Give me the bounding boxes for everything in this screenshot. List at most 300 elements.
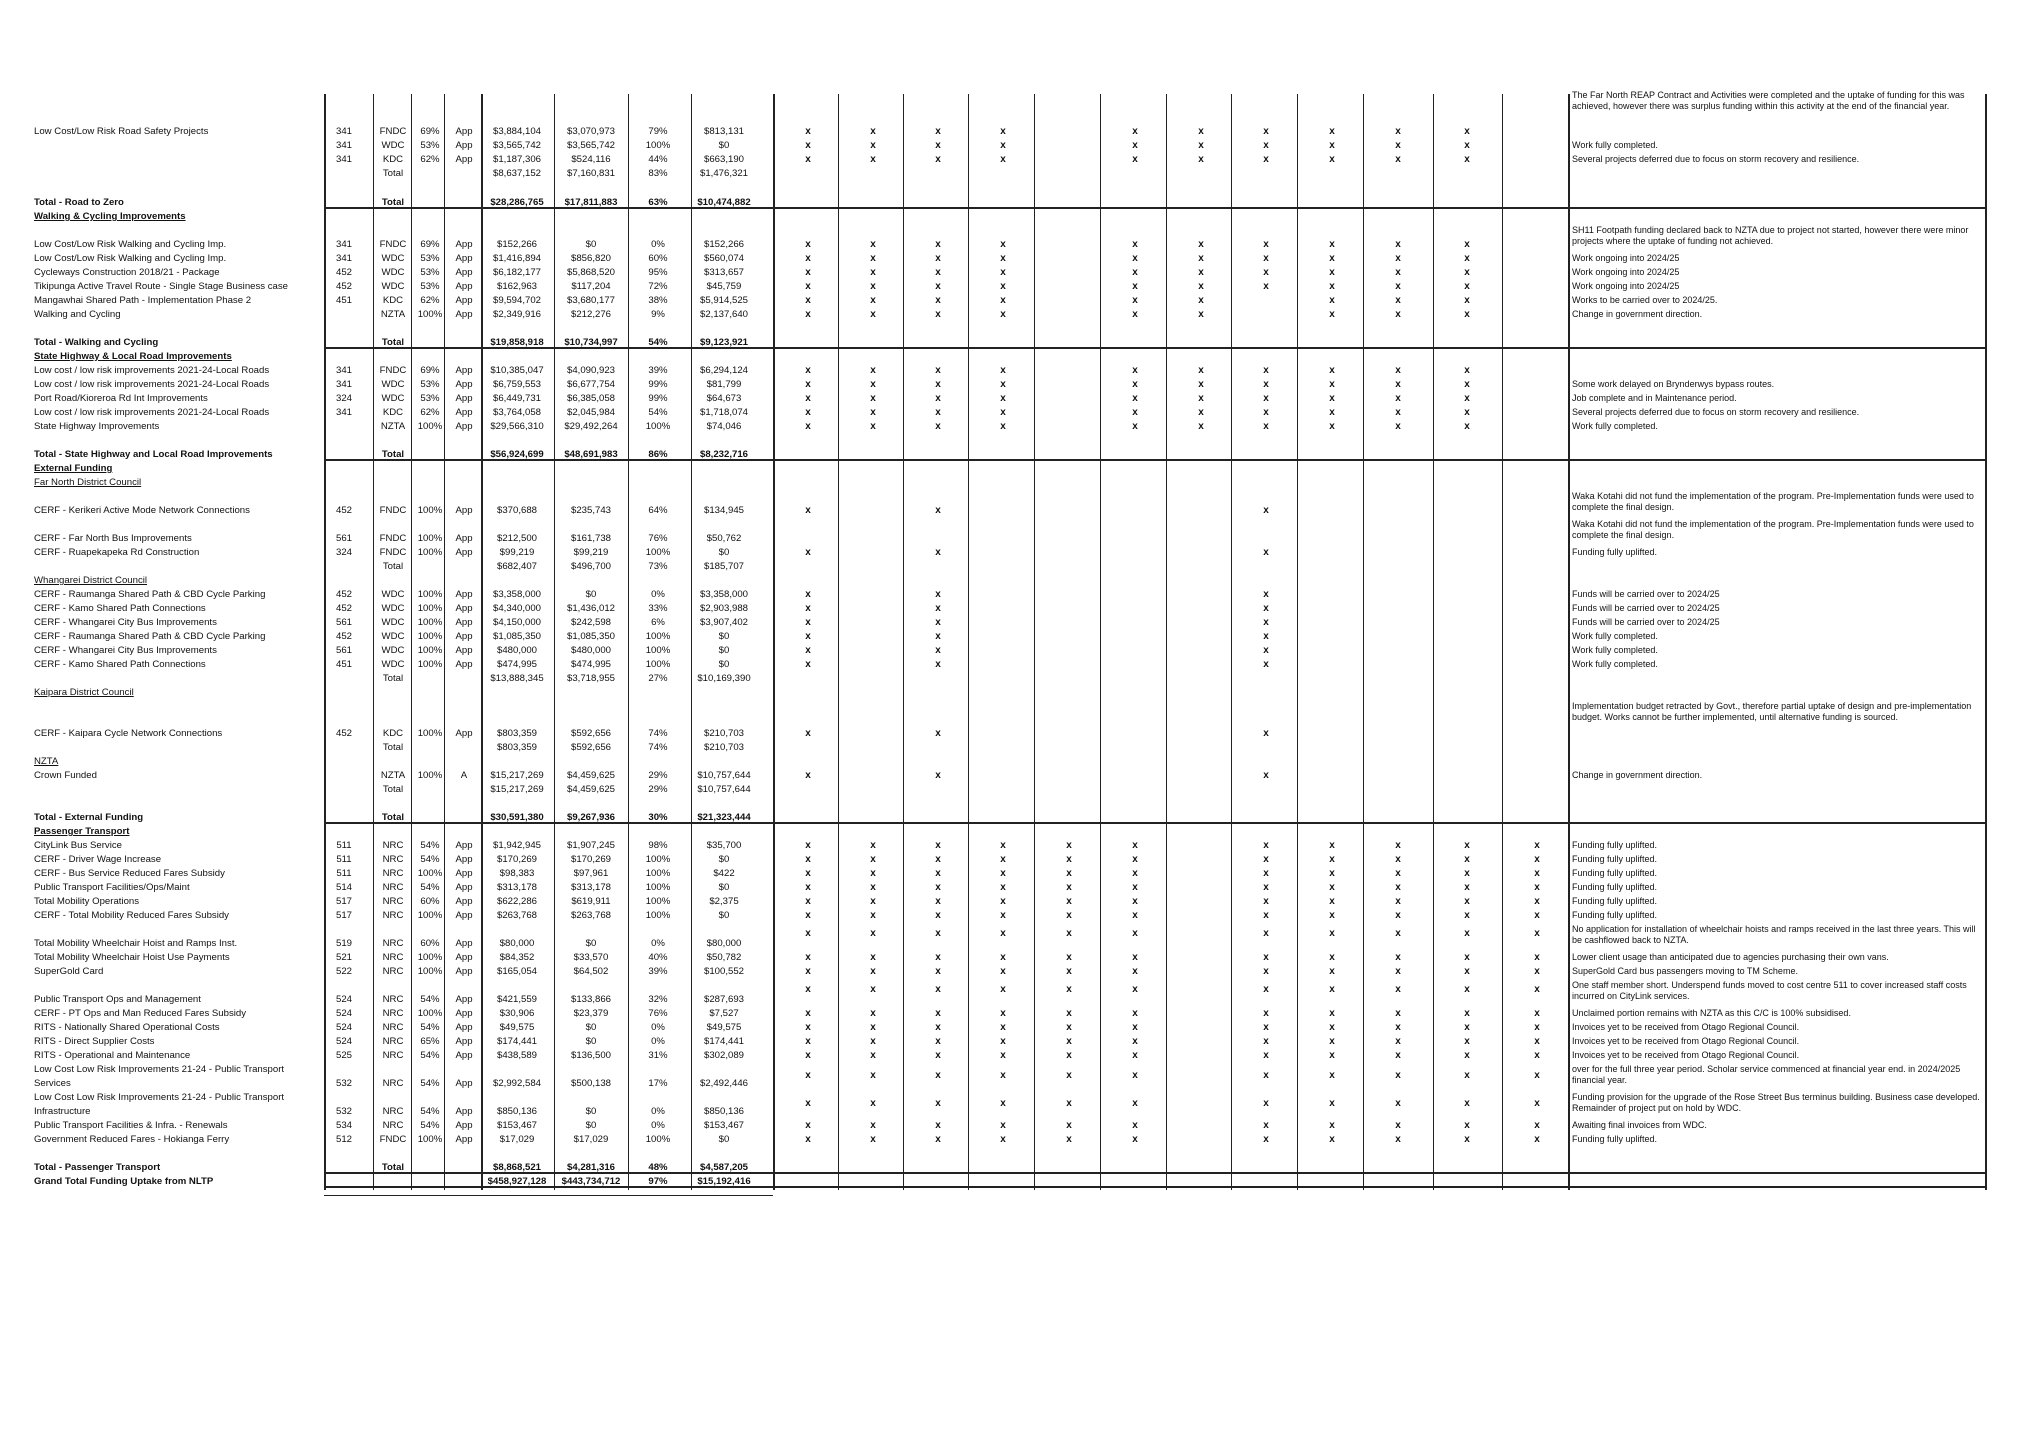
cell-org: NZTA: [380, 309, 406, 320]
x-mark: x: [1000, 421, 1006, 432]
x-mark: x: [1066, 896, 1072, 907]
x-mark: x: [805, 1070, 811, 1081]
cell-org: WDC: [381, 253, 405, 264]
cell-pct: 39%: [648, 966, 668, 977]
x-mark: x: [1464, 882, 1470, 893]
cell-v2: $1,085,350: [566, 631, 615, 642]
cell-v2: $3,070,973: [566, 126, 615, 137]
x-mark: x: [935, 547, 941, 558]
x-mark: x: [935, 140, 941, 151]
cell-rem: $50,762: [706, 533, 742, 544]
x-mark: x: [1395, 984, 1401, 995]
cell-rem: $1,718,074: [699, 407, 748, 418]
cell-far: 100%: [417, 603, 443, 614]
cell-v1: $2,349,916: [492, 309, 541, 320]
cell-rem: $152,266: [703, 239, 744, 250]
row-name: Total - Road to Zero: [34, 197, 124, 208]
x-mark: x: [1464, 952, 1470, 963]
cell-rem: $0: [718, 882, 730, 893]
cell-st: App: [455, 365, 473, 376]
x-mark: x: [1395, 154, 1401, 165]
cell-v1: $682,407: [496, 561, 537, 572]
cell-st: App: [455, 393, 473, 404]
x-mark: x: [870, 1134, 876, 1145]
cell-rem: $134,945: [703, 505, 744, 516]
x-mark: x: [1464, 140, 1470, 151]
cell-ac: 341: [335, 126, 352, 137]
cell-pct: 29%: [648, 784, 668, 795]
cell-ac: 521: [335, 952, 352, 963]
x-mark: x: [935, 645, 941, 656]
x-mark: x: [1132, 281, 1138, 292]
x-mark: x: [805, 645, 811, 656]
cell-st: App: [455, 645, 473, 656]
x-mark: x: [1198, 281, 1204, 292]
cell-ac: 452: [335, 281, 352, 292]
x-mark: x: [1132, 928, 1138, 939]
x-mark: x: [1132, 840, 1138, 851]
x-mark: x: [1534, 1008, 1540, 1019]
cell-org: Total: [381, 812, 405, 823]
cell-v1: $1,416,894: [492, 253, 541, 264]
cell-ac: 522: [335, 966, 352, 977]
cell-pct: 29%: [648, 770, 668, 781]
cell-pct: 100%: [645, 882, 671, 893]
row-comment: Funds will be carried over to 2024/25: [1572, 603, 1720, 613]
cell-v2: $500,138: [570, 1078, 611, 1089]
cell-rem: $35,700: [706, 840, 742, 851]
x-mark: x: [1263, 379, 1269, 390]
cell-rem: $210,703: [703, 728, 744, 739]
x-mark: x: [935, 295, 941, 306]
x-mark: x: [870, 984, 876, 995]
x-mark: x: [1000, 295, 1006, 306]
x-mark: x: [1263, 589, 1269, 600]
row-name: Total Mobility Wheelchair Hoist Use Payments: [34, 952, 230, 963]
cell-v2: $619,911: [571, 896, 611, 907]
cell-ac: 452: [335, 505, 352, 516]
x-mark: x: [805, 1050, 811, 1061]
x-mark: x: [1263, 910, 1269, 921]
cell-org: Total: [381, 1162, 405, 1173]
cell-ac: 561: [335, 645, 352, 656]
cell-st: App: [455, 239, 473, 250]
x-mark: x: [1395, 952, 1401, 963]
x-mark: x: [1329, 868, 1335, 879]
x-mark: x: [1132, 393, 1138, 404]
cell-ac: 451: [335, 659, 352, 670]
x-mark: x: [805, 728, 811, 739]
x-mark: x: [1000, 267, 1006, 278]
x-mark: x: [1329, 952, 1335, 963]
x-mark: x: [1534, 868, 1540, 879]
cell-rem: $2,492,446: [699, 1078, 748, 1089]
x-mark: x: [1000, 966, 1006, 977]
row-comment: Work fully completed.: [1572, 645, 1658, 655]
cell-far: 100%: [417, 505, 443, 516]
cell-rem: $313,657: [703, 267, 744, 278]
cell-v1: $15,217,269: [490, 770, 544, 781]
x-mark: x: [1000, 253, 1006, 264]
cell-st: App: [455, 938, 473, 949]
cell-v1: $153,467: [496, 1120, 537, 1131]
row-comment: Waka Kotahi did not fund the implementation of the program. Pre-Implementation funds were used to complete the final design.: [1572, 491, 1974, 512]
column-divider: [1985, 94, 1987, 1190]
x-mark: x: [1263, 840, 1269, 851]
cell-org: Total: [381, 337, 405, 348]
column-divider: [903, 94, 904, 1190]
cell-v2: $4,090,923: [566, 365, 615, 376]
cell-st: App: [455, 603, 473, 614]
cell-pct: 100%: [645, 896, 671, 907]
row-name: Low Cost/Low Risk Road Safety Projects: [34, 126, 209, 137]
cell-rem: $0: [718, 645, 730, 656]
x-mark: x: [1395, 854, 1401, 865]
cell-v1: $212,500: [496, 533, 537, 544]
cell-rem: $80,000: [706, 938, 742, 949]
cell-v2: $0: [585, 239, 597, 250]
cell-st: App: [455, 533, 473, 544]
cell-pct: 100%: [645, 140, 671, 151]
x-mark: x: [870, 868, 876, 879]
cell-v1: $458,927,128: [487, 1176, 547, 1187]
x-mark: x: [1263, 631, 1269, 642]
cell-pct: 40%: [648, 952, 668, 963]
column-divider: [1100, 94, 1101, 1190]
cell-rem: $287,693: [703, 994, 744, 1005]
cell-st: App: [455, 966, 473, 977]
cell-ac: 517: [335, 896, 352, 907]
cell-ac: 532: [335, 1106, 352, 1117]
cell-v2: $170,269: [570, 854, 611, 865]
row-name: Walking and Cycling: [34, 309, 121, 320]
cell-rem: $813,131: [703, 126, 744, 137]
x-mark: x: [1329, 154, 1335, 165]
x-mark: x: [935, 126, 941, 137]
cell-rem: $8,232,716: [699, 449, 748, 460]
x-mark: x: [1329, 966, 1335, 977]
x-mark: x: [1263, 952, 1269, 963]
cell-pct: 97%: [648, 1176, 668, 1187]
x-mark: x: [1263, 421, 1269, 432]
cell-v1: $80,000: [499, 938, 535, 949]
row-comment: Funding fully uplifted.: [1572, 854, 1658, 864]
cell-v2: $29,492,264: [564, 421, 618, 432]
row-name: Mangawhai Shared Path - Implementation Phase 2: [34, 295, 252, 306]
row-name: Kaipara District Council: [34, 687, 134, 698]
cell-org: FNDC: [379, 126, 407, 137]
cell-v2: $496,700: [570, 561, 611, 572]
x-mark: x: [1263, 1036, 1269, 1047]
x-mark: x: [1000, 1036, 1006, 1047]
cell-v2: $97,961: [573, 868, 609, 879]
cell-far: 54%: [420, 1106, 440, 1117]
cell-v2: $48,691,983: [564, 449, 618, 460]
x-mark: x: [1000, 309, 1006, 320]
cell-rem: $74,046: [706, 421, 742, 432]
row-comment: Funding fully uplifted.: [1572, 896, 1658, 906]
row-name: Government Reduced Fares - Hokianga Ferry: [34, 1134, 230, 1145]
cell-v1: $480,000: [496, 645, 537, 656]
row-comment: SH11 Footpath funding declared back to NZTA due to project not started, however there were minor projects where the uptake of funding not achieved.: [1572, 225, 1969, 246]
cell-pct: 0%: [651, 1106, 665, 1117]
x-mark: x: [1534, 854, 1540, 865]
cell-org: WDC: [381, 603, 405, 614]
x-mark: x: [1464, 854, 1470, 865]
x-mark: x: [1132, 966, 1138, 977]
x-mark: x: [805, 952, 811, 963]
x-mark: x: [870, 267, 876, 278]
x-mark: x: [1263, 126, 1269, 137]
x-mark: x: [1132, 295, 1138, 306]
row-comment: Work fully completed.: [1572, 140, 1658, 150]
cell-st: App: [455, 589, 473, 600]
x-mark: x: [1534, 910, 1540, 921]
cell-far: 100%: [417, 659, 443, 670]
cell-v2: $133,866: [570, 994, 611, 1005]
cell-pct: 74%: [648, 742, 668, 753]
cell-rem: $174,441: [703, 1036, 744, 1047]
cell-v2: $0: [585, 1022, 597, 1033]
x-mark: x: [805, 770, 811, 781]
x-mark: x: [805, 854, 811, 865]
cell-st: App: [455, 140, 473, 151]
cell-v1: $803,359: [496, 742, 537, 753]
row-comment: Unclaimed portion remains with NZTA as this C/C is 100% subsidised.: [1572, 1008, 1851, 1018]
x-mark: x: [1534, 1120, 1540, 1131]
cell-org: KDC: [382, 154, 404, 165]
x-mark: x: [1263, 868, 1269, 879]
cell-pct: 99%: [648, 393, 668, 404]
cell-rem: $422: [713, 868, 735, 879]
row-name: Low cost / low risk improvements 2021-24-Local Roads: [34, 407, 270, 418]
x-mark: x: [1534, 1134, 1540, 1145]
row-name: CERF - Whangarei City Bus Improvements: [34, 645, 217, 656]
row-name: CERF - Total Mobility Reduced Fares Subsidy: [34, 910, 229, 921]
cell-rem: $560,074: [703, 253, 744, 264]
x-mark: x: [1395, 840, 1401, 851]
cell-ac: 525: [335, 1050, 352, 1061]
row-comment: No application for installation of wheelchair hoists and ramps received in the last three years. This will be cashflowed back to NZTA.: [1572, 924, 1976, 945]
row-name: Port Road/Kioreroa Rd Int Improvements: [34, 393, 208, 404]
x-mark: x: [870, 239, 876, 250]
x-mark: x: [805, 1008, 811, 1019]
cell-v1: $370,688: [496, 505, 537, 516]
cell-v1: $263,768: [496, 910, 537, 921]
cell-v2: $592,656: [570, 728, 611, 739]
x-mark: x: [870, 379, 876, 390]
cell-v1: $170,269: [496, 854, 537, 865]
x-mark: x: [1000, 952, 1006, 963]
x-mark: x: [1395, 421, 1401, 432]
x-mark: x: [1329, 896, 1335, 907]
cell-rem: $6,294,124: [699, 365, 748, 376]
cell-rem: $0: [718, 1134, 730, 1145]
x-mark: x: [935, 281, 941, 292]
x-mark: x: [1395, 309, 1401, 320]
x-mark: x: [1132, 952, 1138, 963]
x-mark: x: [1395, 1022, 1401, 1033]
x-mark: x: [805, 1120, 811, 1131]
row-name: CERF - Kamo Shared Path Connections: [34, 603, 206, 614]
row-comment: Funds will be carried over to 2024/25: [1572, 617, 1720, 627]
cell-org: NRC: [382, 1078, 404, 1089]
x-mark: x: [805, 126, 811, 137]
x-mark: x: [935, 617, 941, 628]
x-mark: x: [935, 154, 941, 165]
cell-pct: 100%: [645, 1134, 671, 1145]
x-mark: x: [1464, 253, 1470, 264]
x-mark: x: [1395, 1036, 1401, 1047]
x-mark: x: [1395, 1050, 1401, 1061]
cell-pct: 60%: [648, 253, 668, 264]
cell-org: WDC: [381, 617, 405, 628]
cell-ac: 561: [335, 617, 352, 628]
x-mark: x: [1132, 1008, 1138, 1019]
x-mark: x: [935, 631, 941, 642]
cell-far: 69%: [420, 126, 440, 137]
cell-st: App: [455, 253, 473, 264]
cell-v2: $99,219: [573, 547, 609, 558]
x-mark: x: [935, 659, 941, 670]
x-mark: x: [1000, 1022, 1006, 1033]
x-mark: x: [1464, 393, 1470, 404]
cell-pct: 73%: [648, 561, 668, 572]
row-name: CERF - Kaipara Cycle Network Connections: [34, 728, 223, 739]
x-mark: x: [935, 603, 941, 614]
x-mark: x: [1329, 1022, 1335, 1033]
row-name: RITS - Direct Supplier Costs: [34, 1036, 155, 1047]
x-mark: x: [1534, 966, 1540, 977]
x-mark: x: [870, 840, 876, 851]
x-mark: x: [1395, 126, 1401, 137]
x-mark: x: [870, 365, 876, 376]
cell-v2: $443,734,712: [561, 1176, 621, 1187]
cell-org: NRC: [382, 1120, 404, 1131]
cell-ac: 452: [335, 603, 352, 614]
x-mark: x: [1000, 910, 1006, 921]
row-name: Whangarei District Council: [34, 575, 148, 586]
cell-pct: 100%: [645, 659, 671, 670]
x-mark: x: [1263, 617, 1269, 628]
cell-far: 100%: [417, 421, 443, 432]
x-mark: x: [935, 728, 941, 739]
row-name-line: Low Cost Low Risk Improvements 21-24 - Public Transport: [34, 1092, 285, 1103]
cell-org: FNDC: [379, 365, 407, 376]
x-mark: x: [1263, 1050, 1269, 1061]
row-name: Passenger Transport: [34, 826, 130, 837]
row-comment: The Far North REAP Contract and Activities were completed and the uptake of funding for this was achieved, however there was surplus funding within this activity at the end of the financial year.: [1572, 90, 1965, 111]
x-mark: x: [1000, 1070, 1006, 1081]
x-mark: x: [805, 267, 811, 278]
x-mark: x: [1329, 253, 1335, 264]
cell-v2: $17,811,883: [564, 197, 618, 208]
column-divider: [1363, 94, 1364, 1190]
x-mark: x: [1464, 1050, 1470, 1061]
cell-org: Total: [382, 168, 404, 179]
x-mark: x: [1329, 295, 1335, 306]
cell-st: App: [455, 896, 473, 907]
row-name: External Funding: [34, 463, 113, 474]
cell-v2: $2,045,984: [566, 407, 615, 418]
cell-org: NRC: [382, 994, 404, 1005]
x-mark: x: [1395, 365, 1401, 376]
x-mark: x: [1395, 295, 1401, 306]
cell-v1: $49,575: [499, 1022, 535, 1033]
x-mark: x: [935, 1134, 941, 1145]
cell-rem: $302,089: [703, 1050, 744, 1061]
row-name: Low Cost/Low Risk Walking and Cycling Imp.: [34, 253, 227, 264]
row-name: Total Mobility Operations: [34, 896, 140, 907]
x-mark: x: [1000, 126, 1006, 137]
x-mark: x: [805, 1022, 811, 1033]
cell-st: App: [455, 994, 473, 1005]
cell-org: WDC: [381, 631, 405, 642]
cell-v2: $474,995: [570, 659, 611, 670]
x-mark: x: [935, 984, 941, 995]
cell-st: App: [455, 421, 473, 432]
cell-v2: $212,276: [570, 309, 611, 320]
x-mark: x: [1464, 267, 1470, 278]
x-mark: x: [1066, 910, 1072, 921]
cell-pct: 39%: [648, 365, 668, 376]
cell-v2: $0: [585, 1036, 597, 1047]
row-name-line: Low Cost Low Risk Improvements 21-24 - Public Transport: [34, 1064, 285, 1075]
cell-ac: 324: [335, 547, 352, 558]
cell-v2: $136,500: [570, 1050, 611, 1061]
cell-pct: 0%: [651, 239, 665, 250]
cell-v2: $6,677,754: [566, 379, 615, 390]
row-comment: Invoices yet to be received from Otago Regional Council.: [1572, 1036, 1800, 1046]
x-mark: x: [805, 631, 811, 642]
row-name: Public Transport Facilities & Infra. - Renewals: [34, 1120, 228, 1131]
x-mark: x: [805, 617, 811, 628]
cell-rem: $4,587,205: [699, 1162, 748, 1173]
x-mark: x: [1329, 928, 1335, 939]
cell-v2: $1,907,245: [566, 840, 615, 851]
x-mark: x: [1329, 1134, 1335, 1145]
cell-v1: $29,566,310: [490, 421, 544, 432]
cell-v1: $6,182,177: [492, 267, 541, 278]
x-mark: x: [1132, 126, 1138, 137]
x-mark: x: [1534, 1050, 1540, 1061]
x-mark: x: [1464, 1120, 1470, 1131]
cell-ac: 341: [335, 239, 352, 250]
x-mark: x: [1534, 928, 1540, 939]
x-mark: x: [1000, 854, 1006, 865]
x-mark: x: [805, 154, 811, 165]
x-mark: x: [1263, 547, 1269, 558]
x-mark: x: [1132, 154, 1138, 165]
x-mark: x: [1132, 1070, 1138, 1081]
row-comment: Change in government direction.: [1572, 770, 1703, 780]
cell-org: NZTA: [380, 770, 406, 781]
cell-org: NRC: [382, 868, 404, 879]
x-mark: x: [1263, 365, 1269, 376]
cell-pct: 98%: [648, 840, 668, 851]
cell-st: App: [455, 659, 473, 670]
x-mark: x: [1066, 984, 1072, 995]
row-name: Public Transport Facilities/Ops/Maint: [34, 882, 190, 893]
cell-v2: $33,570: [573, 952, 609, 963]
cell-rem: $81,799: [706, 379, 742, 390]
cell-v2: $7,160,831: [566, 168, 615, 179]
x-mark: x: [870, 421, 876, 432]
cell-v1: $803,359: [496, 728, 537, 739]
x-mark: x: [1066, 966, 1072, 977]
cell-v2: $0: [585, 938, 597, 949]
x-mark: x: [1132, 267, 1138, 278]
